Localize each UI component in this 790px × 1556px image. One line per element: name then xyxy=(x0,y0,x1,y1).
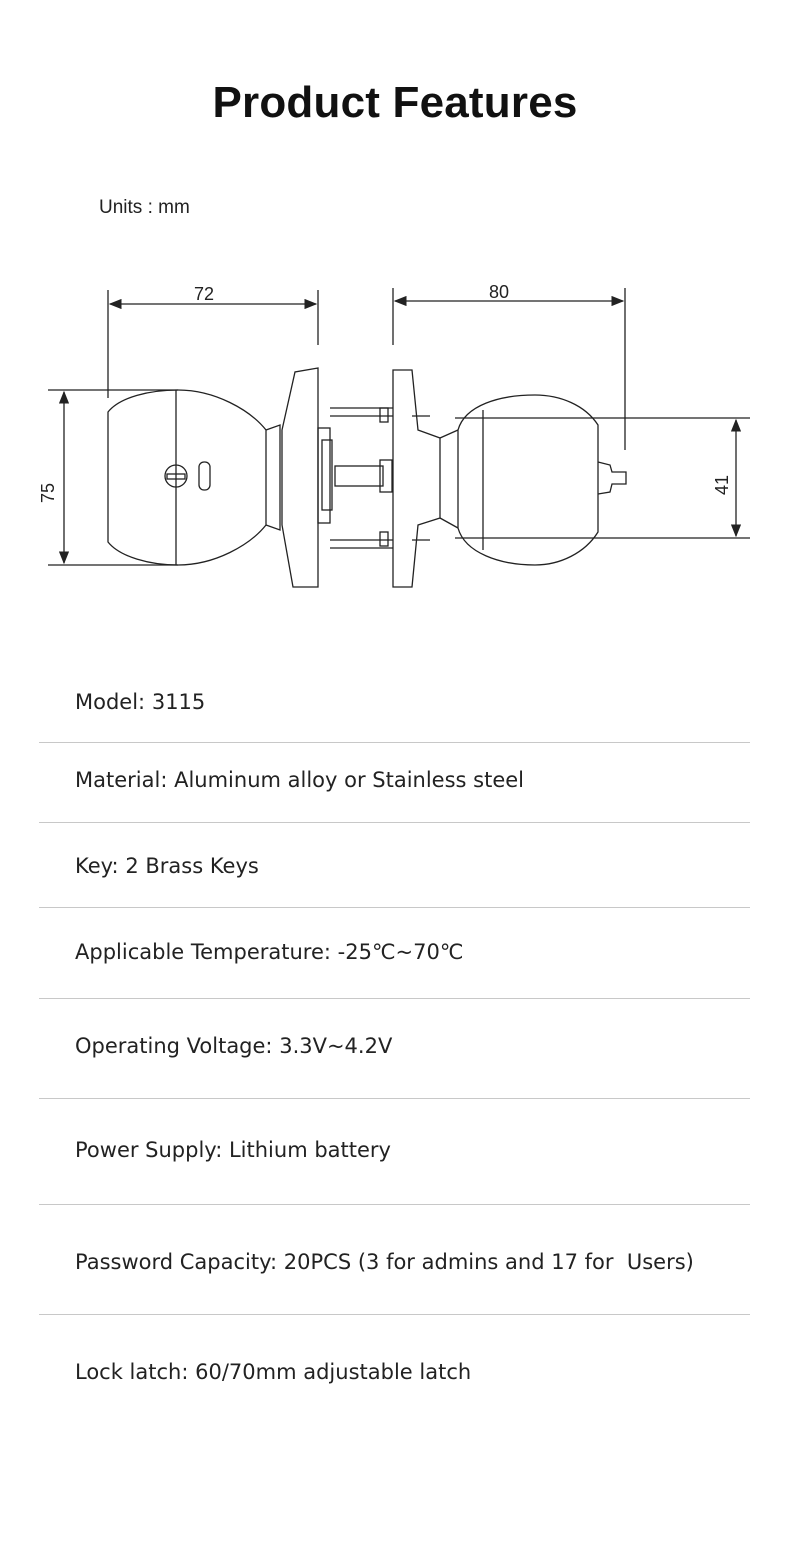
right-rose xyxy=(393,370,440,587)
spec-voltage xyxy=(75,1034,392,1058)
spec-password-capacity xyxy=(75,1250,694,1274)
spec-label: Lock latch: xyxy=(75,1360,189,1384)
spec-value: 20PCS (3 for admins and 17 for Users) xyxy=(283,1250,694,1274)
spec-value: 3.3V~4.2V xyxy=(279,1034,393,1058)
dim-right-width: 80 xyxy=(488,282,510,302)
dim-left-width: 72 xyxy=(193,284,215,304)
spec-label: Applicable Temperature: xyxy=(75,940,331,964)
thumb-turn-icon xyxy=(598,462,626,494)
spec-label: Key: xyxy=(75,854,119,878)
spec-value: 60/70mm adjustable latch xyxy=(195,1360,472,1384)
divider xyxy=(39,907,750,908)
spec-key xyxy=(75,854,259,878)
spec-value: -25℃~70℃ xyxy=(337,940,464,964)
right-knob xyxy=(458,395,598,565)
units-label: Units : mm xyxy=(99,197,190,218)
lock-technical-drawing xyxy=(0,270,790,600)
spec-lock-latch xyxy=(75,1360,471,1384)
spec-label: Operating Voltage: xyxy=(75,1034,273,1058)
spec-label: Model: xyxy=(75,690,146,714)
spec-value: Lithium battery xyxy=(228,1138,391,1162)
spec-value: 3115 xyxy=(151,690,206,714)
divider xyxy=(39,742,750,743)
divider xyxy=(39,822,750,823)
divider xyxy=(39,1204,750,1205)
spec-label: Power Supply: xyxy=(75,1138,223,1162)
divider xyxy=(39,998,750,999)
spec-material xyxy=(75,768,524,792)
spec-temperature xyxy=(75,940,463,964)
left-rose xyxy=(282,368,318,587)
spec-label: Material: xyxy=(75,768,168,792)
divider xyxy=(39,1098,750,1099)
divider xyxy=(39,1314,750,1315)
dim-right-height: 41 xyxy=(712,474,732,496)
spec-value: Aluminum alloy or Stainless steel xyxy=(174,768,525,792)
spec-label: Password Capacity: xyxy=(75,1250,278,1274)
page-title: Product Features xyxy=(212,78,578,127)
spec-power-supply xyxy=(75,1138,391,1162)
dim-left-height: 75 xyxy=(38,482,58,504)
spec-value: 2 Brass Keys xyxy=(125,854,259,878)
spec-model xyxy=(75,690,205,714)
